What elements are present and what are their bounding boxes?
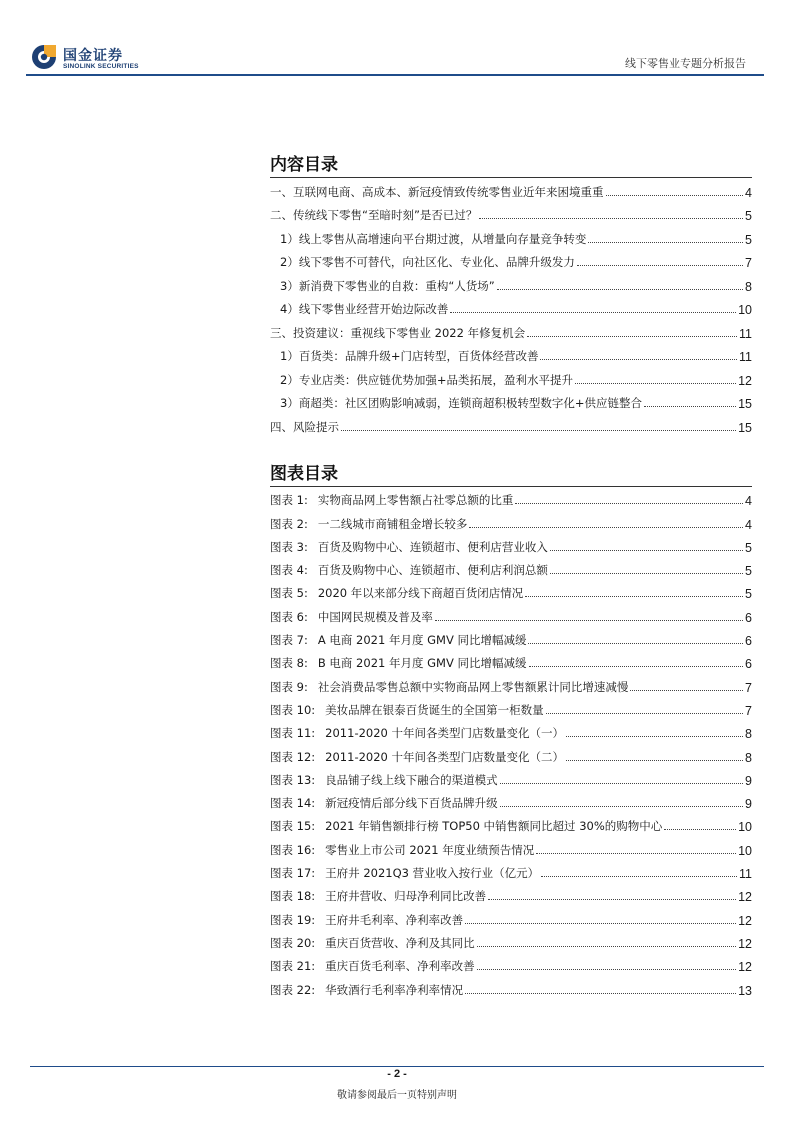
figure-entry-label: 图表 9: [270,679,308,694]
figure-entry-label: 图表 2: [270,516,308,531]
figure-entry[interactable] [270,718,752,741]
contents-entry-page: 5 [745,209,752,223]
figure-entry[interactable] [270,881,752,904]
figure-entry-label: 图表 4: [270,563,308,578]
dot-leader [435,620,743,621]
figure-entry-page: 4 [745,494,752,509]
dot-leader [664,829,736,830]
dot-leader [479,218,743,219]
figure-entry-page: 5 [745,564,752,579]
report-title: 线下零售业专题分析报告 [625,57,746,70]
figure-entry-title: 王府井 2021Q3 营业收入按行业（亿元） [325,866,540,881]
contents-entry-page: 15 [738,420,752,435]
figure-entry-title: 重庆百货毛利率、净利率改善 [325,959,475,974]
figure-entry[interactable] [270,811,752,834]
contents-entry-title: 二、传统线下零售“至暗时刻”是否已过？ [270,208,478,222]
figure-entry-label: 图表 5: [270,586,308,601]
figure-entry-page: 12 [738,936,752,951]
figure-entry-page: 12 [738,913,752,928]
figure-entry[interactable] [270,741,752,764]
figure-entry-page: 5 [745,540,752,555]
figure-entry[interactable] [270,671,752,694]
figure-entry-label: 图表 16: [270,842,316,857]
figure-entry[interactable] [270,974,752,997]
dot-leader [644,406,736,407]
figure-entry-page: 11 [739,867,752,882]
contents-entry[interactable] [270,364,752,388]
dot-leader [529,666,744,667]
figure-entry-title: 王府井毛利率、净利率改善 [325,912,464,927]
dot-leader [606,195,744,196]
contents-entry-title: 1）线上零售从高增速向平台期过渡，从增量向存量竞争转变 [280,231,587,246]
figure-entry[interactable] [270,858,752,881]
figure-entry-title: A 电商 2021 年月度 GMV 同比增幅减缓 [317,633,527,648]
figure-entry[interactable] [270,695,752,718]
figure-entry[interactable] [270,555,752,578]
figure-entry-label: 图表 12: [270,749,316,764]
figure-entry-label: 图表 11: [270,726,316,741]
figure-entry[interactable] [270,648,752,671]
logo-chinese-name: 国金证券 [63,48,123,64]
figure-entry-label: 图表 19: [270,912,316,927]
dot-leader [575,383,736,384]
header-divider [26,74,764,76]
contents-entry-title: 2）专业店类：供应链优势加强+品类拓展，盈利水平提升 [280,372,573,387]
figure-entry-label: 图表 1: [270,493,308,508]
footer-divider [30,1066,764,1067]
figure-entry-page: 6 [745,657,752,672]
dot-leader [566,760,743,761]
figure-entry-title: 王府井营收、归母净利同比改善 [325,889,487,904]
figure-entry-label: 图表 14: [270,796,316,811]
figure-entry-page: 12 [738,890,752,905]
figure-entry-label: 图表 20: [270,935,316,950]
figure-entry-title: 2011-2020 十年间各类型门店数量变化（一） [325,726,565,741]
contents-entry[interactable] [270,247,752,271]
figures-list [270,485,752,998]
figure-entry-page: 4 [745,517,752,532]
contents-entry-page: 8 [745,279,752,294]
figure-entry[interactable] [270,532,752,555]
figure-entry-page: 7 [745,680,752,695]
figure-entry-title: 2021 年销售额排行榜 TOP50 中销售额同比超过 30%的购物中心 [325,819,663,834]
figure-entry-page: 6 [745,610,752,625]
figure-entry-label: 图表 17: [270,866,316,881]
contents-heading: 内容目录 [270,155,338,175]
figure-entry-title: 一二线城市商铺租金增长较多 [317,516,468,531]
contents-entry[interactable] [270,317,752,341]
figure-entry-page: 12 [738,960,752,975]
figure-entry-page: 13 [738,983,752,998]
figure-entry-label: 图表 22: [270,982,316,997]
contents-list [270,176,752,435]
contents-entry-page: 11 [739,326,752,341]
figures-heading: 图表目录 [270,464,338,484]
figure-entry-label: 图表 7: [270,633,308,648]
figure-entry[interactable] [270,625,752,648]
figure-entry-label: 图表 8: [270,656,308,671]
dot-leader [528,643,743,644]
figure-entry-page: 9 [745,797,752,812]
figure-entry[interactable] [270,765,752,788]
figure-entry[interactable] [270,834,752,857]
figure-entry[interactable] [270,904,752,927]
figure-entry-page: 8 [745,727,752,742]
figure-entry-page: 5 [745,587,752,602]
contents-entry-title: 2）线下零售不可替代，向社区化、专业化、品牌升级发力 [280,255,575,269]
figure-entry-label: 图表 21: [270,959,316,974]
figure-entry-page: 10 [738,820,752,835]
figure-entry[interactable] [270,951,752,974]
dot-leader [497,289,743,290]
dot-leader [541,876,737,877]
contents-entry[interactable] [270,200,752,224]
dot-leader [500,783,743,784]
contents-entry-page: 7 [745,256,752,270]
figure-entry[interactable] [270,508,752,531]
contents-entry-page: 15 [738,397,752,411]
figure-entry-title: B 电商 2021 年月度 GMV 同比增幅减缓 [317,656,527,671]
figure-entry-title: 实物商品网上零售额占社零总额的比重 [317,493,514,508]
figure-entry[interactable] [270,788,752,811]
contents-entry-page: 10 [738,303,752,317]
dot-leader [536,853,736,854]
figure-entry-label: 图表 15: [270,819,316,834]
dot-leader [515,503,743,504]
figure-entry-page: 6 [745,634,752,649]
figure-entry-page: 9 [745,773,752,788]
figure-entry[interactable] [270,485,752,508]
contents-entry[interactable] [270,341,752,365]
dot-leader [465,923,736,924]
dot-leader [588,242,743,243]
contents-entry[interactable] [270,294,752,318]
dot-leader [477,946,736,947]
contents-entry[interactable] [270,411,752,435]
dot-leader [469,527,743,528]
figure-entry-title: 中国网民规模及普及率 [317,609,433,624]
figure-entry-page: 10 [738,843,752,858]
figure-entry-title: 2020 年以来部分线下商超百货闭店情况 [317,586,524,601]
dot-leader [550,573,743,574]
figure-entry-label: 图表 18: [270,889,316,904]
dot-leader [450,312,736,313]
figure-entry-title: 社会消费品零售总额中实物商品网上零售额累计同比增速减慢 [317,679,629,694]
page-header [0,0,794,80]
page-number: - 2 - [387,1068,407,1080]
contents-entry-title: 三、投资建议：重视线下零售业 2022 年修复机会 [270,325,526,340]
figure-entry-label: 图表 3: [270,539,308,554]
company-logo [30,43,155,77]
contents-entry-page: 12 [738,373,752,388]
figure-entry-label: 图表 10: [270,702,316,717]
contents-entry-page: 4 [745,185,752,200]
logo-english-name: SINOLINK SECURITIES [63,63,139,70]
dot-leader [477,969,736,970]
figure-entry-title: 零售业上市公司 2021 年度业绩预告情况 [325,842,535,857]
figure-entry-title: 重庆百货营收、净利及其同比 [325,935,475,950]
figure-entry-page: 7 [745,703,752,718]
contents-entry-title: 4）线下零售业经营开始边际改善 [280,302,449,316]
dot-leader [577,265,743,266]
dot-leader [465,993,736,994]
contents-entry[interactable] [270,270,752,294]
dot-leader [566,736,743,737]
contents-entry[interactable] [270,388,752,412]
dot-leader [630,690,743,691]
dot-leader [550,550,743,551]
figure-entry-label: 图表 6: [270,609,308,624]
figure-entry-title: 百货及购物中心、连锁超市、便利店营业收入 [317,539,548,554]
dot-leader [540,359,737,360]
figure-entry-title: 2011-2020 十年间各类型门店数量变化（二） [325,749,565,764]
contents-entry-title: 1）百货类：品牌升级+门店转型，百货体经营改善 [280,349,539,363]
figure-entry-title: 百货及购物中心、连锁超市、便利店利润总额 [317,563,548,578]
figure-entry[interactable] [270,601,752,624]
contents-entry-title: 3）新消费下零售业的自救：重构“人货场” [280,278,495,293]
sinolink-logo-icon [30,43,58,71]
figure-entry[interactable] [270,578,752,601]
contents-entry-title: 一、互联网电商、高成本、新冠疫情致传统零售业近年来困境重重 [270,184,604,199]
figure-entry-label: 图表 13: [270,772,316,787]
figure-entry-title: 新冠疫情后部分线下百货品牌升级 [325,796,498,811]
contents-entry-title: 四、风险提示 [270,419,339,434]
contents-entry[interactable] [270,223,752,247]
dot-leader [488,899,736,900]
contents-entry-page: 5 [745,232,752,247]
dot-leader [546,713,743,714]
dot-leader [500,806,743,807]
figure-entry-title: 华致酒行毛利率净利率情况 [325,982,464,997]
figure-entry[interactable] [270,928,752,951]
contents-entry-title: 3）商超类：社区团购影响减弱，连锁商超积极转型数字化+供应链整合 [280,396,642,410]
footer-disclaimer: 敬请参阅最后一页特别声明 [337,1090,457,1101]
figure-entry-page: 8 [745,750,752,765]
figure-entry-title: 美妆品牌在银泰百货诞生的全国第一柜数量 [325,702,544,717]
contents-entry-page: 11 [739,350,752,364]
contents-entry[interactable] [270,176,752,200]
figure-entry-title: 良品铺子线上线下融合的渠道模式 [325,772,498,787]
dot-leader [527,336,737,337]
dot-leader [525,596,743,597]
dot-leader [341,430,736,431]
